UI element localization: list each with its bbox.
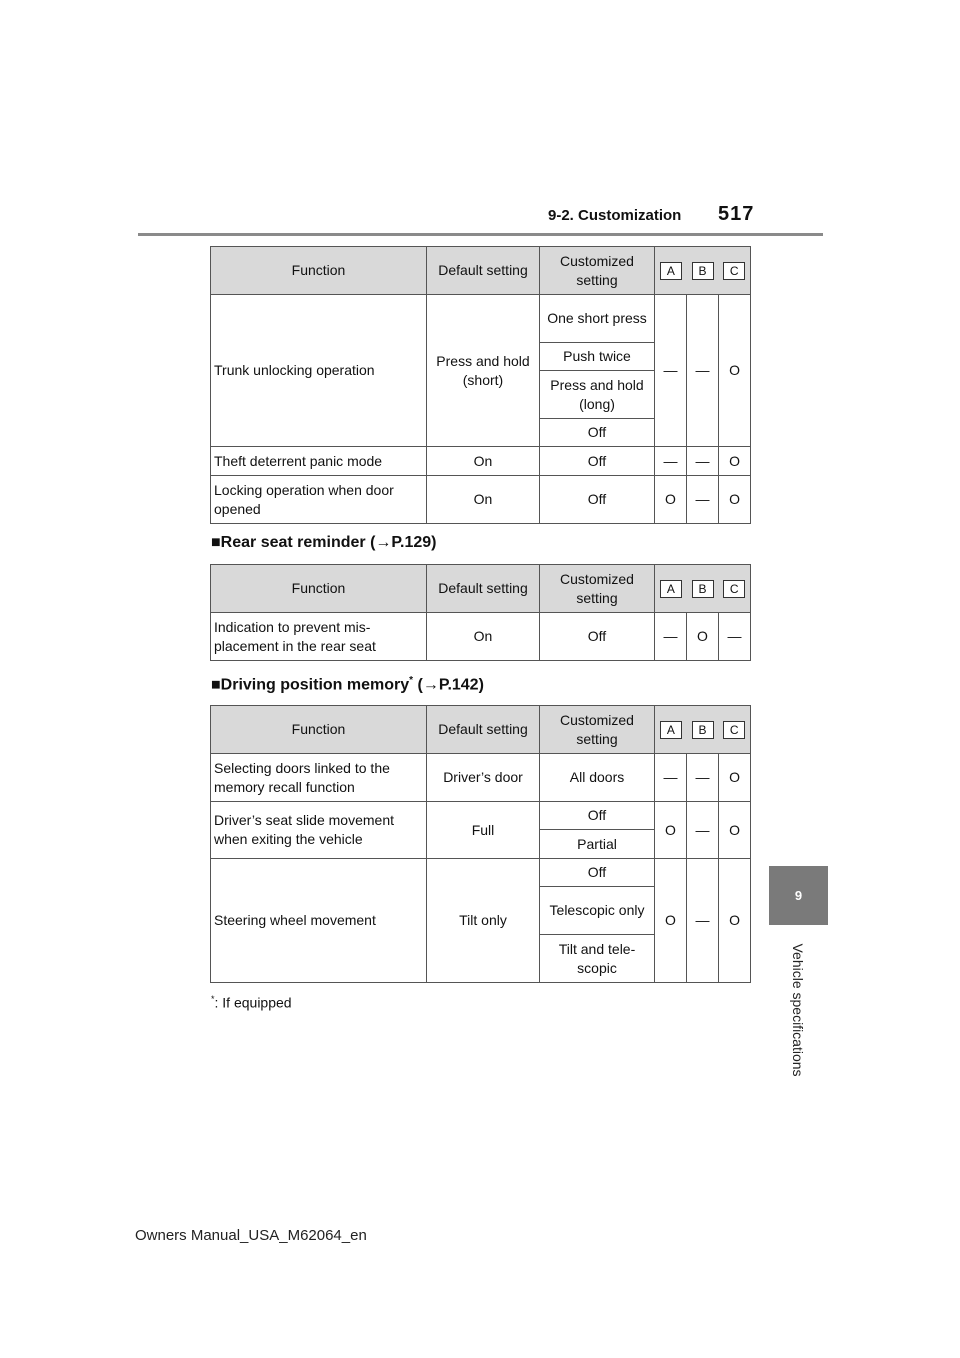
col-abc <box>655 247 751 295</box>
cell-option: Off <box>540 802 655 830</box>
col-function: Function <box>211 565 427 613</box>
header-divider <box>138 233 823 236</box>
col-abc <box>655 706 751 754</box>
col-a-label: A <box>660 721 682 739</box>
cell-c: O <box>719 754 751 802</box>
col-b-label: B <box>692 580 714 598</box>
col-default: Default setting <box>427 247 540 295</box>
square-bullet-icon: ■ <box>211 676 221 694</box>
section-heading: 9-2. Customization <box>548 207 682 224</box>
table-driving-position-memory <box>210 705 751 983</box>
cell-a: O <box>655 859 687 983</box>
arrow-icon: → <box>422 676 439 694</box>
cell-custom: Off <box>540 447 655 476</box>
cell-default: On <box>427 613 540 661</box>
table-row <box>211 859 751 887</box>
cell-c: O <box>719 802 751 859</box>
cell-custom: Off <box>540 613 655 661</box>
cell-b: — <box>687 859 719 983</box>
section-title-paren: ( <box>413 676 423 694</box>
table-header-row <box>211 706 751 754</box>
cell-b: — <box>687 802 719 859</box>
col-a-label: A <box>660 580 682 598</box>
cell-function: Selecting doors linked to the memory recall function <box>211 754 427 802</box>
cell-function: Driver’s seat slide movement when exiting the vehicle <box>211 802 427 859</box>
cell-a: — <box>655 295 687 447</box>
cell-default: On <box>427 476 540 524</box>
cell-custom: Off <box>540 476 655 524</box>
arrow-icon: → <box>375 534 392 551</box>
cell-a: O <box>655 476 687 524</box>
cell-function: Trunk unlocking operation <box>211 295 427 447</box>
table-row <box>211 295 751 343</box>
footnote <box>211 994 292 1011</box>
col-c-label: C <box>723 262 745 280</box>
cell-option: Off <box>540 859 655 887</box>
cell-c: O <box>719 295 751 447</box>
cell-option: Press and hold (long) <box>540 371 655 419</box>
page-reference-link[interactable]: P.129) <box>391 534 437 551</box>
col-customized: Customized setting <box>540 565 655 613</box>
cell-option: Push twice <box>540 343 655 371</box>
table-row <box>211 613 751 661</box>
col-function: Function <box>211 247 427 295</box>
cell-a: — <box>655 613 687 661</box>
section-driving-position-memory <box>211 675 484 694</box>
footnote-marker: * <box>409 675 414 686</box>
col-abc <box>655 565 751 613</box>
cell-b: — <box>687 754 719 802</box>
cell-b: O <box>687 613 719 661</box>
col-c-label: C <box>723 580 745 598</box>
cell-c: O <box>719 859 751 983</box>
section-rear-seat-reminder <box>211 534 436 552</box>
cell-function: Locking operation when door opened <box>211 476 427 524</box>
col-c-label: C <box>723 721 745 739</box>
cell-a: — <box>655 754 687 802</box>
col-default: Default setting <box>427 565 540 613</box>
table-rear-seat-reminder <box>210 564 751 661</box>
cell-function: Steering wheel movement <box>211 859 427 983</box>
cell-default: Tilt only <box>427 859 540 983</box>
cell-option: Off <box>540 419 655 447</box>
cell-default: Driver’s door <box>427 754 540 802</box>
cell-b: — <box>687 476 719 524</box>
section-title-text: Driving position memory <box>220 676 410 694</box>
cell-option: One short press <box>540 295 655 343</box>
table-customization-lock <box>210 246 751 524</box>
footnote-marker: * <box>211 994 215 1004</box>
col-a-label: A <box>660 262 682 280</box>
cell-function: Theft deterrent panic mode <box>211 447 427 476</box>
table-row <box>211 476 751 524</box>
cell-a: — <box>655 447 687 476</box>
table-row <box>211 754 751 802</box>
cell-option: Telescopic only <box>540 887 655 935</box>
section-title-text: Rear seat reminder ( <box>220 534 376 551</box>
cell-custom: All doors <box>540 754 655 802</box>
cell-default: On <box>427 447 540 476</box>
table-row <box>211 447 751 476</box>
cell-option: Tilt and tele-scopic <box>540 935 655 983</box>
table-header-row <box>211 565 751 613</box>
cell-c: O <box>719 476 751 524</box>
square-bullet-icon: ■ <box>211 534 221 551</box>
page-footer: Owners Manual_USA_M62064_en <box>135 1227 367 1244</box>
cell-a: O <box>655 802 687 859</box>
col-b-label: B <box>692 721 714 739</box>
chapter-tab: 9 <box>769 866 828 925</box>
table-row <box>211 802 751 830</box>
cell-default: Press and hold (short) <box>427 295 540 447</box>
cell-b: — <box>687 295 719 447</box>
col-b-label: B <box>692 262 714 280</box>
chapter-label: Vehicle specifications <box>790 943 806 1077</box>
table-header-row <box>211 247 751 295</box>
cell-option: Partial <box>540 830 655 859</box>
col-function: Function <box>211 706 427 754</box>
cell-function: Indication to prevent mis-placement in the rear seat <box>211 613 427 661</box>
cell-c: O <box>719 447 751 476</box>
col-default: Default setting <box>427 706 540 754</box>
cell-default: Full <box>427 802 540 859</box>
footnote-text: : If equipped <box>214 994 292 1011</box>
cell-b: — <box>687 447 719 476</box>
col-customized: Customized setting <box>540 247 655 295</box>
cell-c: — <box>719 613 751 661</box>
page-number: 517 <box>718 203 755 225</box>
col-customized: Customized setting <box>540 706 655 754</box>
page-reference-link[interactable]: P.142) <box>438 676 484 694</box>
